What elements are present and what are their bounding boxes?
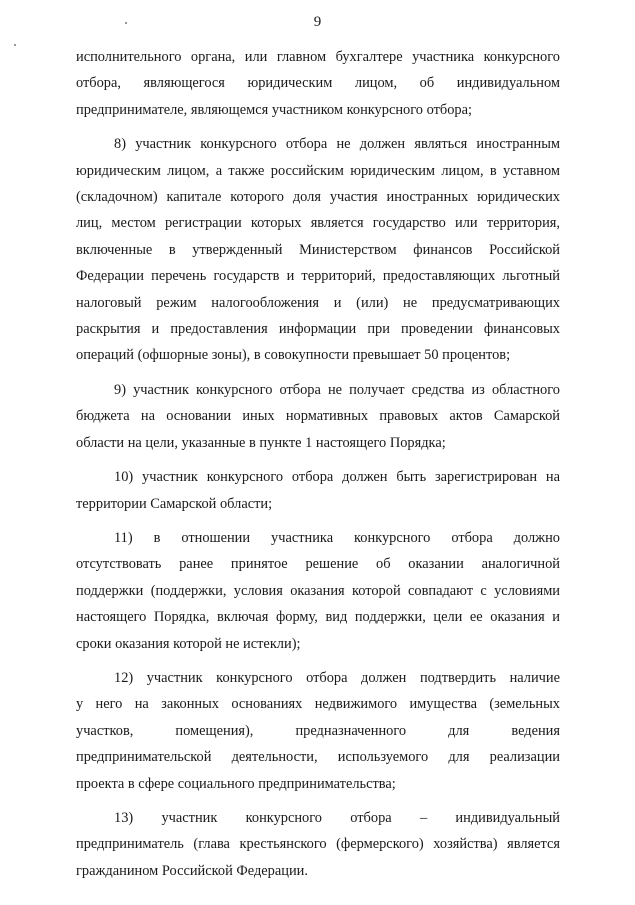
paragraph bbox=[76, 805, 560, 884]
paragraph bbox=[76, 377, 560, 456]
text-line: операций (офшорные зоны), в совокупности превышает 50 процентов; bbox=[76, 347, 511, 364]
text-line: 13) участник конкурсного отбора – индивидуальный bbox=[114, 809, 560, 826]
text-line: (складочном) капитале которого доля участия иностранных юридических bbox=[76, 189, 560, 206]
scan-speck bbox=[14, 44, 16, 46]
text-line: участков, помещения), предназначенного для ведения bbox=[76, 722, 560, 739]
text-line: бюджета на основании иных нормативных правовых актов Самарской bbox=[76, 408, 560, 425]
paragraph bbox=[76, 464, 560, 517]
text-line: раскрытия и предоставления информации при проведении финансовых bbox=[76, 321, 560, 338]
text-line: 9) участник конкурсного отбора не получает средства из областного bbox=[114, 381, 560, 398]
paragraph bbox=[76, 665, 560, 797]
text-line: предприниматель (глава крестьянского (фермерского) хозяйства) является bbox=[76, 836, 560, 853]
text-line: исполнительного органа, или главном бухгалтере участника конкурсного bbox=[76, 49, 560, 65]
text-line: предпринимательской деятельности, используемого для реализации bbox=[76, 749, 560, 766]
text-line: налоговый режим налогообложения и (или) не предусматривающих bbox=[76, 294, 560, 311]
text-line: проекта в сфере социального предпринимательства; bbox=[76, 775, 396, 792]
document-body bbox=[76, 44, 560, 884]
text-line: отсутствовать ранее принятое решение об оказании аналогичной bbox=[76, 556, 560, 573]
text-line: Федерации перечень государств и территорий, предоставляющих льготный bbox=[76, 268, 560, 285]
text-line: юридическим лицом, а также российским юридическим лицом, в уставном bbox=[76, 162, 560, 179]
text-line: 10) участник конкурсного отбора должен быть зарегистрирован на bbox=[114, 469, 560, 486]
paragraph bbox=[76, 525, 560, 657]
text-line: гражданином Российской Федерации. bbox=[76, 862, 308, 879]
text-line: настоящего Порядка, включая форму, вид поддержки, цели ее оказания и bbox=[76, 609, 560, 626]
text-line: территории Самарской области; bbox=[76, 495, 273, 512]
text-line: 11) в отношении участника конкурсного отбора должно bbox=[114, 529, 560, 546]
text-line: включенные в утвержденный Министерством финансов Российской bbox=[76, 241, 560, 258]
text-line: лиц, местом регистрации которых является государство или территория, bbox=[76, 215, 560, 232]
text-line: поддержки (поддержки, условия оказания которой совпадают с условиями bbox=[76, 582, 560, 599]
paragraph bbox=[76, 44, 560, 123]
text-line: отбора, являющегося юридическим лицом, об индивидуальном bbox=[76, 75, 560, 92]
text-line: сроки оказания которой не истекли); bbox=[76, 635, 301, 652]
text-line: 8) участник конкурсного отбора не должен являться иностранным bbox=[114, 136, 560, 153]
text-line: у него на законных основаниях недвижимого имущества (земельных bbox=[76, 696, 560, 713]
paragraph bbox=[76, 131, 560, 369]
page-number: 9 bbox=[313, 14, 322, 30]
text-line: 12) участник конкурсного отбора должен подтвердить наличие bbox=[114, 669, 560, 686]
text-line: области на цели, указанные в пункте 1 настоящего Порядка; bbox=[76, 434, 446, 451]
text-line: предпринимателе, являющемся участником конкурсного отбора; bbox=[76, 101, 472, 118]
